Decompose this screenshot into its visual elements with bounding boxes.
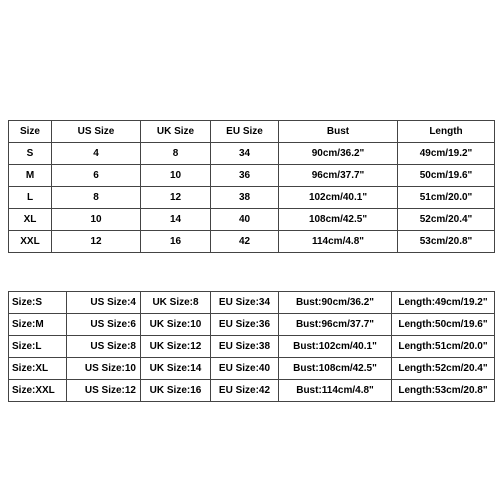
cell-us-size: 4 [52,143,141,165]
cell-size: M [9,165,52,187]
cell-uk-size: UK Size:10 [141,314,211,336]
cell-eu-size: 42 [211,231,279,253]
table-header-row [9,121,495,143]
cell-eu-size: 38 [211,187,279,209]
cell-size: Size:XXL [9,380,67,402]
cell-size: Size:L [9,336,67,358]
header-uk-size: UK Size [141,121,211,143]
size-chart-table [8,120,495,253]
cell-length: Length:53cm/20.8" [392,380,495,402]
table-row [9,380,495,402]
cell-bust: Bust:102cm/40.1" [279,336,392,358]
cell-eu-size: EU Size:42 [211,380,279,402]
cell-length: Length:52cm/20.4" [392,358,495,380]
cell-length: Length:49cm/19.2" [392,292,495,314]
size-list-table [8,291,495,402]
cell-us-size: US Size:8 [67,336,141,358]
cell-eu-size: 40 [211,209,279,231]
cell-size: XXL [9,231,52,253]
cell-size: Size:XL [9,358,67,380]
cell-bust: 114cm/4.8" [279,231,398,253]
cell-length: 51cm/20.0" [398,187,495,209]
cell-uk-size: UK Size:14 [141,358,211,380]
cell-uk-size: 14 [141,209,211,231]
table-row [9,314,495,336]
cell-bust: 108cm/42.5" [279,209,398,231]
table-row [9,231,495,253]
cell-length: 50cm/19.6" [398,165,495,187]
cell-uk-size: 12 [141,187,211,209]
cell-uk-size: UK Size:16 [141,380,211,402]
table-row [9,358,495,380]
cell-eu-size: EU Size:34 [211,292,279,314]
cell-eu-size: EU Size:36 [211,314,279,336]
table-row [9,292,495,314]
cell-bust: Bust:108cm/42.5" [279,358,392,380]
cell-eu-size: EU Size:40 [211,358,279,380]
cell-us-size: US Size:4 [67,292,141,314]
header-length: Length [398,121,495,143]
cell-us-size: 10 [52,209,141,231]
cell-us-size: US Size:12 [67,380,141,402]
cell-bust: Bust:90cm/36.2" [279,292,392,314]
cell-bust: 90cm/36.2" [279,143,398,165]
cell-us-size: 6 [52,165,141,187]
cell-uk-size: 10 [141,165,211,187]
cell-size: S [9,143,52,165]
cell-eu-size: 34 [211,143,279,165]
table-row [9,209,495,231]
header-eu-size: EU Size [211,121,279,143]
cell-uk-size: 16 [141,231,211,253]
cell-uk-size: UK Size:12 [141,336,211,358]
table-row [9,187,495,209]
cell-length: 53cm/20.8" [398,231,495,253]
header-size: Size [9,121,52,143]
cell-length: Length:51cm/20.0" [392,336,495,358]
cell-eu-size: 36 [211,165,279,187]
table-row [9,165,495,187]
cell-bust: 102cm/40.1" [279,187,398,209]
cell-us-size: US Size:6 [67,314,141,336]
cell-uk-size: 8 [141,143,211,165]
cell-length: 52cm/20.4" [398,209,495,231]
cell-bust: Bust:114cm/4.8" [279,380,392,402]
cell-bust: Bust:96cm/37.7" [279,314,392,336]
cell-length: Length:50cm/19.6" [392,314,495,336]
cell-length: 49cm/19.2" [398,143,495,165]
header-us-size: US Size [52,121,141,143]
cell-eu-size: EU Size:38 [211,336,279,358]
cell-size: L [9,187,52,209]
header-bust: Bust [279,121,398,143]
cell-uk-size: UK Size:8 [141,292,211,314]
cell-size: Size:M [9,314,67,336]
table-row [9,336,495,358]
table-row [9,143,495,165]
cell-size: XL [9,209,52,231]
cell-us-size: 8 [52,187,141,209]
cell-us-size: US Size:10 [67,358,141,380]
cell-bust: 96cm/37.7" [279,165,398,187]
cell-size: Size:S [9,292,67,314]
cell-us-size: 12 [52,231,141,253]
